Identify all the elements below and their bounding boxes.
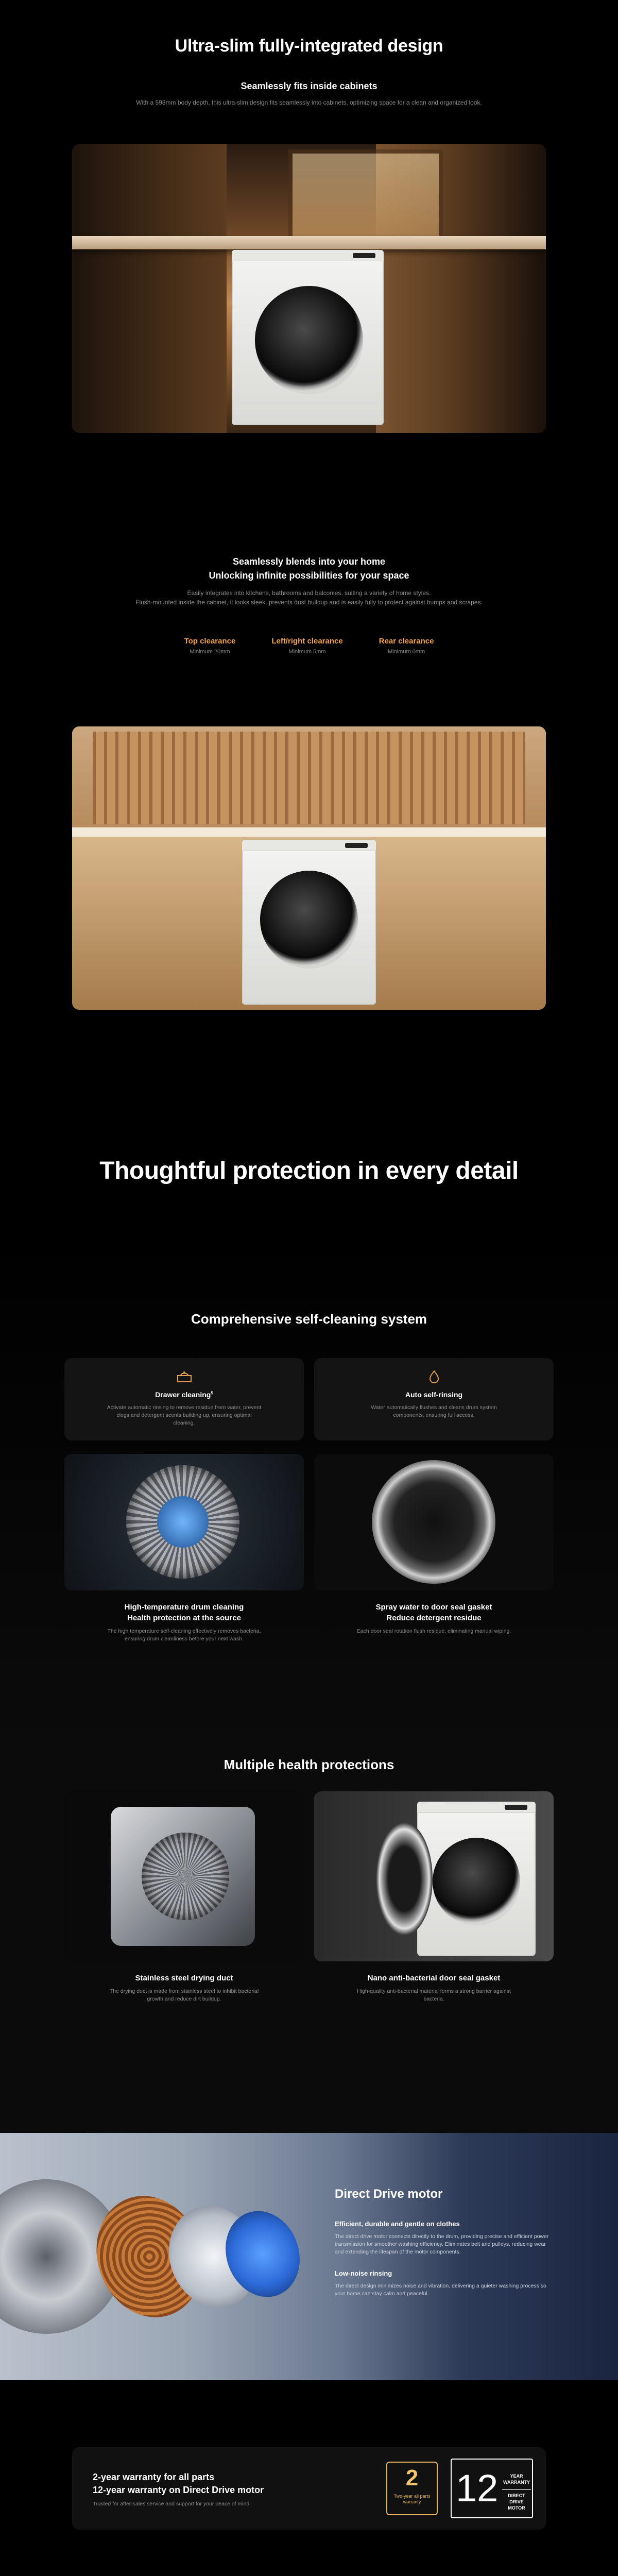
door-seal-feature [314,1454,554,1643]
drawer-cleaning-title-wrap [64,1391,304,1399]
clearance-top-title: Top clearance [184,637,236,646]
gasket-title: Nano anti-bacterial door seal gasket [367,1974,501,1982]
auto-rinse-card [314,1358,554,1440]
hero-section [0,0,618,556]
warranty-line1: 2-year warranty for all parts [93,2472,215,2482]
badge2-top: YEAR WARRANTY [503,2473,530,2485]
drum-clean-image [64,1454,304,1590]
blend-desc-line2: Flush-mounted inside the cabinet, it looks sleek, prevents dust buildup and is easily fully to protect against bumps and scrapes. [135,599,483,606]
badge2-number: 12 [456,2467,499,2510]
drawer-clean-icon [176,1369,193,1384]
clearance-rear [379,637,434,655]
clearance-side [271,637,342,655]
blend-title-line2: Unlocking infinite possibilities for your space [209,570,409,581]
gasket-desc: High-quality anti-bacterial material forms a strong barrier against bacteria. [357,1988,511,2002]
duct-feature [64,1791,304,2003]
duct-image [64,1791,304,1961]
blend-desc-line1: Easily integrates into kitchens, bathrooms and balconies, suiting a variety of home styles. [187,589,431,597]
motor-sub1: Efficient, durable and gentle on clothes [335,2220,460,2228]
auto-rinse-desc: Water automatically flushes and cleans drum system components, ensuring full access. [371,1404,497,1418]
drum-clean-title1: High-temperature drum cleaning [124,1603,244,1612]
kitchen-washer-photo [72,726,546,1010]
drawer-cleaning-title: Drawer cleaning [155,1391,211,1399]
motor-desc2: The direct design minimizes noise and vibration, delivering a quieter washing process so your home can stay calm and peaceful. [335,2283,546,2297]
drum-clean-desc: The high temperature self-cleaning effectively removes bacteria, ensuring drum cleanliness before your next wash. [107,1628,261,1642]
motor-desc1: The direct drive motor connects directly to the drum, providing precise and efficient power transmission for smoother washing efficiency. Eliminates belt and pulleys, reducing wear and extending the lifespan of the motor components. [335,2233,549,2255]
auto-rinse-title: Auto self-rinsing [405,1391,463,1399]
hero-desc: With a 598mm body depth, this ultra-slim design fits seamlessly into cabinets, optimizing space for a clean and organized look. [136,99,482,106]
warranty-section [0,2380,618,2576]
blend-title-line1: Seamlessly blends into your home [232,556,386,567]
health-title: Multiple health protections [224,1757,394,1772]
drawer-cleaning-desc: Activate automatic rinsing to remove residue from water, prevent clogs and detergent scents building up, ensuring optimal cleaning. [107,1404,262,1426]
door-seal-title1: Spray water to door seal gasket [375,1603,492,1612]
warranty-line2: 12-year warranty on Direct Drive motor [93,2485,264,2495]
selfclean-title: Comprehensive self-cleaning system [191,1311,427,1327]
door-seal-desc: Each door seal rotation flush residue, eliminating manual wiping. [356,1628,511,1634]
motor-section [0,2133,618,2380]
protection-title: Thoughtful protection in every detail [99,1157,519,1184]
blend-section [0,556,618,1231]
drawer-cleaning-sup: 5 [211,1391,213,1396]
two-year-badge [386,2462,438,2515]
clearance-side-value: Minimum 5mm [288,649,326,655]
clearance-top-value: Minimum 20mm [190,649,230,655]
hero-subtitle: Seamlessly fits inside cabinets [241,81,377,91]
clearance-rear-value: Minimum 0mm [388,649,425,655]
clearance-top [184,637,236,655]
warranty-card [72,2447,546,2530]
motor-sub2: Low-noise rinsing [335,2269,392,2277]
drum-clean-title2: Health protection at the source [127,1614,241,1622]
drum-clean-feature [64,1454,304,1643]
water-drop-icon [427,1369,441,1384]
drawer-cleaning-card [64,1358,304,1440]
door-seal-image [314,1454,554,1590]
twelve-year-badge [451,2459,533,2518]
health-section [0,1741,618,2133]
clearance-rear-title: Rear clearance [379,637,434,646]
duct-title: Stainless steel drying duct [135,1974,233,1982]
duct-desc: The drying duct is made from stainless steel to inhibit bacterial growth and reduce dirt buildup. [109,1988,259,2002]
warranty-desc: Trusted for after-sales service and support for your peace of mind. [93,2501,251,2507]
gasket-feature [314,1791,554,2003]
gasket-image [314,1791,554,1961]
motor-exploded-image [0,2148,309,2365]
selfclean-section [0,1231,618,1741]
badge1-text: Two-year all parts warranty [393,2494,431,2504]
badge1-number: 2 [405,2465,419,2490]
motor-title: Direct Drive motor [335,2187,443,2201]
badge2-bottom: DIRECT DRIVE MOTOR [508,2493,525,2511]
clearance-row [0,637,618,655]
hero-title: Ultra-slim fully-integrated design [175,36,443,56]
cabinet-washer-photo [72,144,546,433]
clearance-side-title: Left/right clearance [271,637,343,646]
door-seal-title2: Reduce detergent residue [386,1614,482,1622]
